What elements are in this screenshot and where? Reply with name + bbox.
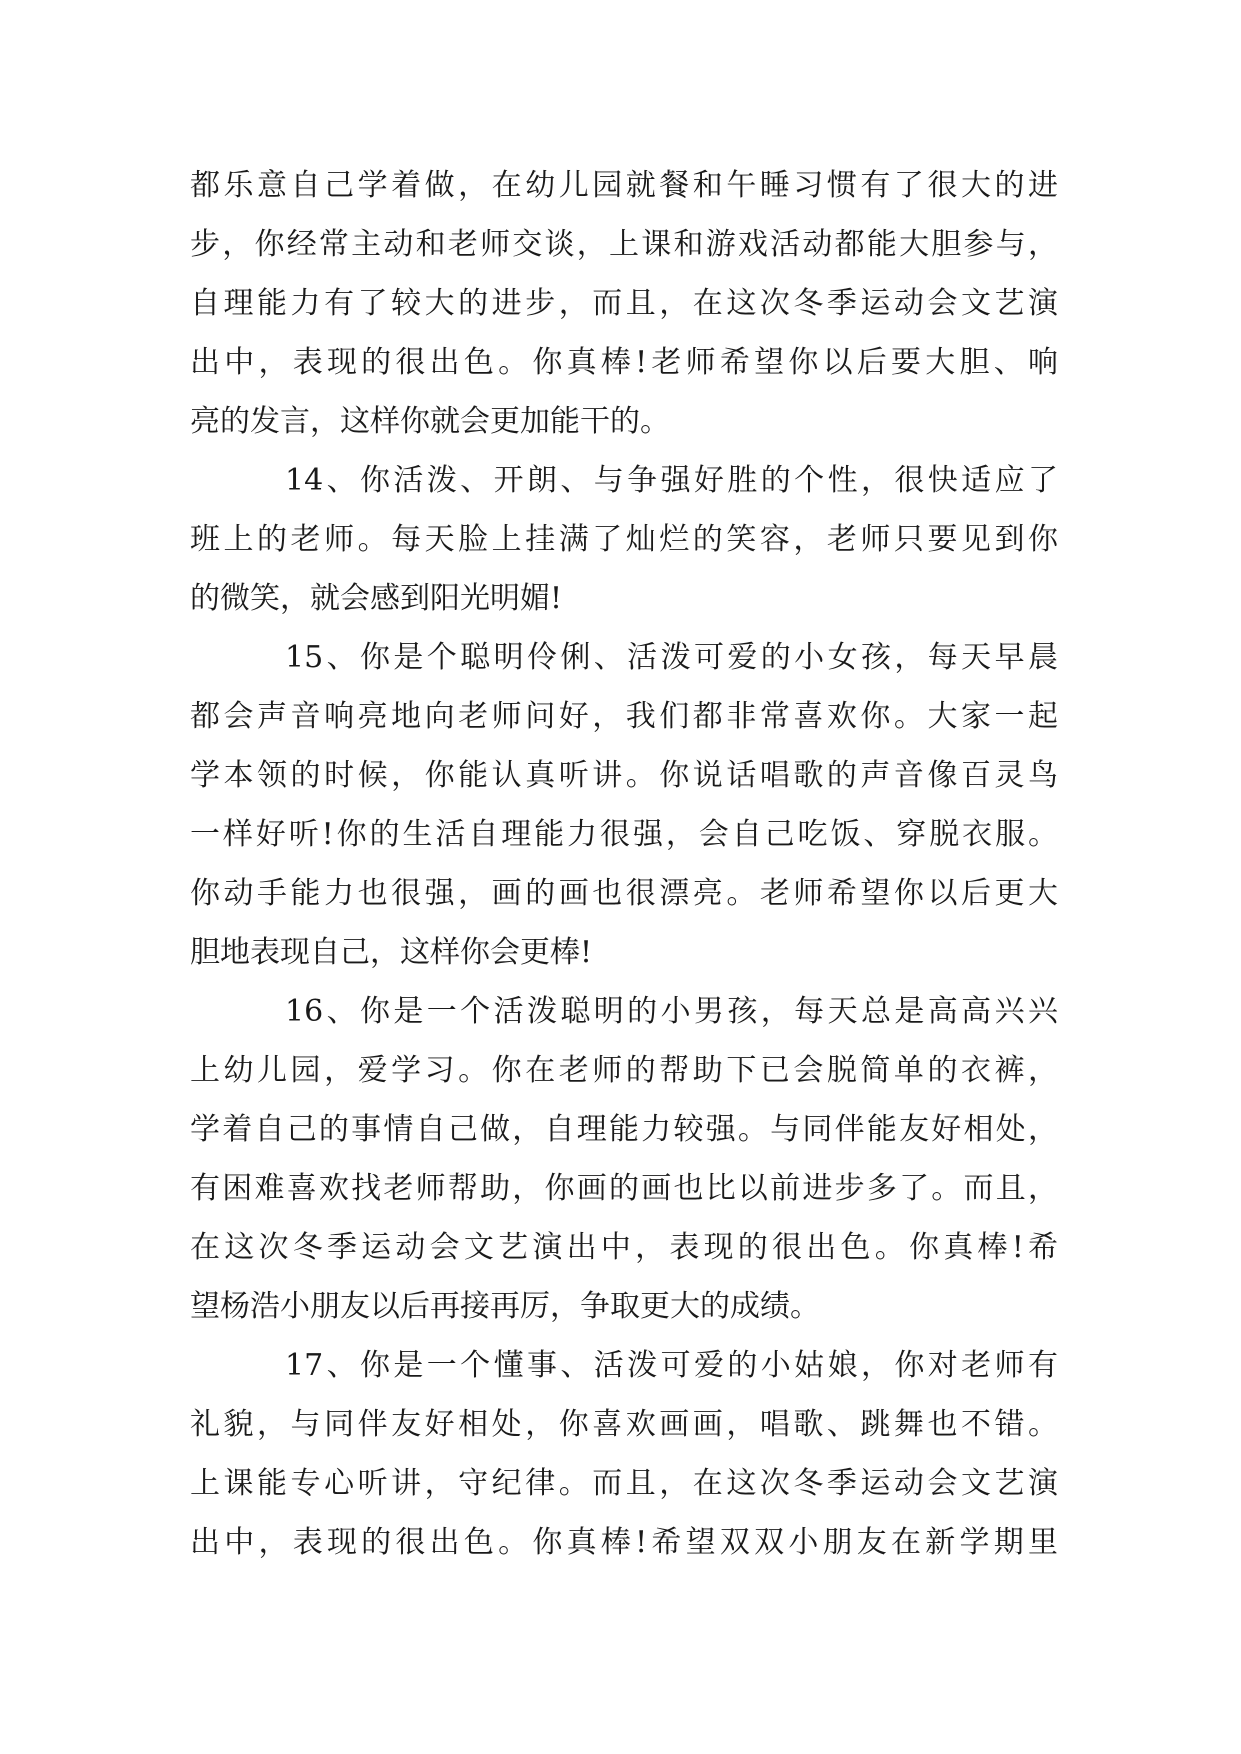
paragraph-14-first-line: 14、你活泼、开朗、与争强好胜的个性，很快适应了 <box>285 463 1058 498</box>
paragraph-15-first-line: 15、你是个聪明伶俐、活泼可爱的小女孩，每天早晨 <box>285 640 1058 675</box>
text-line: 有困难喜欢找老师帮助，你画的画也比以前进步多了。而且， <box>190 1171 1058 1206</box>
text-line: 都会声音响亮地向老师问好，我们都非常喜欢你。大家一起 <box>190 699 1058 734</box>
text-line: 步，你经常主动和老师交谈，上课和游戏活动都能大胆参与， <box>190 227 1058 262</box>
text-line: 胆地表现自己，这样你会更棒! <box>190 935 593 970</box>
document-body <box>190 156 1058 1572</box>
text-line: 学本领的时候，你能认真听讲。你说话唱歌的声音像百灵鸟 <box>190 758 1058 793</box>
text-line: 学着自己的事情自己做，自理能力较强。与同伴能友好相处， <box>190 1112 1058 1147</box>
text-line: 出中，表现的很出色。你真棒!老师希望你以后要大胆、响 <box>190 345 1058 380</box>
text-line: 在这次冬季运动会文艺演出中，表现的很出色。你真棒!希 <box>190 1230 1058 1265</box>
text-line: 你动手能力也很强，画的画也很漂亮。老师希望你以后更大 <box>190 876 1058 911</box>
text-line: 班上的老师。每天脸上挂满了灿烂的笑容，老师只要见到你 <box>190 522 1058 557</box>
text-line: 上幼儿园，爱学习。你在老师的帮助下已会脱简单的衣裤， <box>190 1053 1058 1088</box>
text-line: 一样好听!你的生活自理能力很强，会自己吃饭、穿脱衣服。 <box>190 817 1058 852</box>
paragraph-17-first-line: 17、你是一个懂事、活泼可爱的小姑娘，你对老师有 <box>285 1348 1058 1383</box>
text-line: 自理能力有了较大的进步，而且，在这次冬季运动会文艺演 <box>190 286 1058 321</box>
text-line: 出中，表现的很出色。你真棒!希望双双小朋友在新学期里 <box>190 1525 1058 1560</box>
text-line: 都乐意自己学着做，在幼儿园就餐和午睡习惯有了很大的进 <box>190 168 1058 203</box>
text-line: 礼貌，与同伴友好相处，你喜欢画画，唱歌、跳舞也不错。 <box>190 1407 1058 1442</box>
text-line: 上课能专心听讲，守纪律。而且，在这次冬季运动会文艺演 <box>190 1466 1058 1501</box>
text-line: 亮的发言，这样你就会更加能干的。 <box>190 404 670 439</box>
text-line: 望杨浩小朋友以后再接再厉，争取更大的成绩。 <box>190 1289 820 1324</box>
text-line: 的微笑，就会感到阳光明媚! <box>190 581 563 616</box>
paragraph-16-first-line: 16、你是一个活泼聪明的小男孩，每天总是高高兴兴 <box>285 994 1058 1029</box>
